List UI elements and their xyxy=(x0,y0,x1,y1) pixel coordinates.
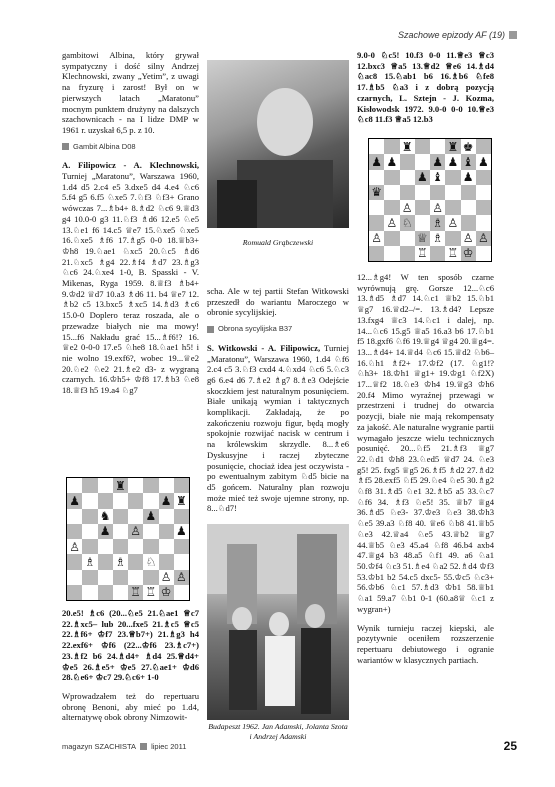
group-photo-image xyxy=(207,524,349,720)
board-square xyxy=(369,215,384,230)
board-square: ♖ xyxy=(445,246,460,261)
caption-photo-1: Romuald Grąbczewski xyxy=(242,238,314,247)
column-middle xyxy=(207,286,349,514)
board-square: ♟ xyxy=(174,524,189,539)
footer-left xyxy=(62,742,186,751)
board-square xyxy=(476,200,491,215)
board-square xyxy=(143,524,158,539)
board-square xyxy=(143,493,158,508)
board-square xyxy=(384,139,399,154)
board-square xyxy=(159,524,174,539)
col1-intro: gambitowi Albina, który grywał sympatyczny i dość silny Andrzej Klechnowski, zwany „Yetim”, z uwagi na fryzurę i zarost! Był on w pierwszych latach „Maratonu” mocnym punktem drużyny na dalszych szachownicach - na I lidze DMP w 1961 r. uzyskał 6,5 p. z 10. xyxy=(62,50,199,135)
board-square xyxy=(400,170,415,185)
column-left-bottom xyxy=(62,608,199,723)
board-square: ♟ xyxy=(430,154,445,169)
board-square: ♔ xyxy=(159,585,174,600)
board-square xyxy=(476,170,491,185)
board-square: ♟ xyxy=(98,524,113,539)
col1-after: 20.e5! ♗c6 (20...♘e5 21.♘ae1 ♕c7 22.♗xc5– lub 20...fxe5 21.♗c5 ♕c5 22.♗f6+ ♔f7 23.♕b7+) 21.♗g3 h4 22.exf6+ ♔f6 (22...♔f6 23.♗c7+) 23.♗f2 b6 24.♗d4+ ♗d4 25.♕d4+ ♔e5 26.♗e5+ ♔e5 27.♘ae1+ ♔d6 28.♘e6+ ♔c7 29.♘c6+ 1-0 xyxy=(62,608,199,683)
board-square xyxy=(369,170,384,185)
board-square xyxy=(415,215,430,230)
page-number: 25 xyxy=(503,739,517,753)
board-square: ♖ xyxy=(143,585,158,600)
board-square xyxy=(82,585,97,600)
board-square: ♙ xyxy=(445,215,460,230)
board-square xyxy=(476,215,491,230)
board-square: ♟ xyxy=(415,170,430,185)
board-square xyxy=(159,509,174,524)
header-square-icon xyxy=(509,31,517,39)
board-square xyxy=(415,185,430,200)
board-square xyxy=(400,185,415,200)
board-square xyxy=(159,554,174,569)
board-square xyxy=(384,200,399,215)
page-header xyxy=(398,30,517,40)
board-square: ♗ xyxy=(430,215,445,230)
board-square xyxy=(128,554,143,569)
header-title: Szachowe epizody AF (19) xyxy=(397,30,505,40)
column-left xyxy=(62,50,199,396)
page-footer xyxy=(62,739,517,753)
board-square: ♟ xyxy=(369,154,384,169)
board-square: ♟ xyxy=(67,493,82,508)
col1-section-label xyxy=(62,142,199,153)
board-square xyxy=(476,139,491,154)
board-square xyxy=(67,585,82,600)
board-square: ♗ xyxy=(82,554,97,569)
board-square: ♝ xyxy=(430,170,445,185)
board-square xyxy=(400,231,415,246)
board-square xyxy=(430,139,445,154)
board-square xyxy=(67,570,82,585)
col1-game-text: Turniej „Maratonu”, Warszawa 1960, 1.d4 d5 2.c4 e5 3.dxe5 d4 4.e4 ♘c6 5.f4 g5 6.f5 ♘xe5 7.♘f3 ♘f3+ Grano wówczas 7...♗b4+ 8.♗d2 ♘c6 9.♕d3 g4 10.0-0 g3 11.♘f3 ♗d6 12.e5 ♘e5 13.♘e1 f6 14.c5 ♕e7 15.♘xe5 ♘xe5 16.♘xe5 ♗f6 17.♗g5 0-0 18.♕b3+ ♔h8 19.♘ae1 ♘xc5 20.♘c5 ♗d6 21.♘xc5 ♗g4 22.♗f4 ♗d7 23.♗g3 ♘c6 24.♘xe4 1-0, B. Spasski - V. Mikenas, Ryga 1959. 8.♕f3 ♗b4+ 9.♔d2 ♕d7 10.a3 ♗d6 11. b4 ♕e7 12. ♗b2 c5 13.bxc5 ♗xc5 14.♗d3 ♗c6 15.0-0 Doplero teraz roszada, ale o przewadze białych nie ma mowy! 15...f6 Nakładu grać 15...♗f6!? 16. ♕e2 0-0-0 17.e5 ♘he8 18.♘ae1 h5! i nie wolno 19.exf6?, wobec 19...♕e2 20.♘e2 ♘e2 21.♗e2 d3- z wygraną czarnych. 16.♔h5+ ♔f8 17.♗b3 ♘e8 18.♕f3 h5 19.a4 ♘g7 xyxy=(62,171,199,396)
col2-intro: scha. Ale w tej partii Stefan Witkowski przeszedł do wariantu Maroczego w obronie sycylijskiej. xyxy=(207,286,349,318)
col3-top: 9.0-0 ♘c5! 10.f3 0-0 11.♕e3 ♕c3 12.bxc3 ♕a5 13.♕d2 ♕e6 14.♗d4 ♘ac8 15.♘ab1 b6 16.♗b6 ♘fe8 17.♗b5 ♘a3 i z dobrą pozycją czarnych, L. Sztejn - J. Kozma, Kisłowodsk 1972. 9.0-0 0-0 10.♕e3 ♘c8 11.f3 ♕a5 12.b3 xyxy=(357,50,494,125)
board-square xyxy=(461,185,476,200)
photo-budapest xyxy=(207,524,349,720)
board-square xyxy=(113,524,128,539)
board-square: ♙ xyxy=(476,231,491,246)
board-square xyxy=(113,570,128,585)
board-square xyxy=(384,170,399,185)
board-square xyxy=(128,478,143,493)
board-square xyxy=(476,246,491,261)
board-square xyxy=(113,585,128,600)
board-square: ♗ xyxy=(113,554,128,569)
board-square xyxy=(113,493,128,508)
board-square: ♙ xyxy=(369,231,384,246)
board-square xyxy=(369,246,384,261)
board-square: ♞ xyxy=(98,509,113,524)
board-square xyxy=(82,524,97,539)
board-square xyxy=(430,185,445,200)
board-square: ♟ xyxy=(143,509,158,524)
photo-grabczewski xyxy=(207,60,349,228)
board-square: ♙ xyxy=(384,215,399,230)
board-square xyxy=(445,231,460,246)
board-square xyxy=(128,539,143,554)
board-square: ♛ xyxy=(369,185,384,200)
board-square xyxy=(445,170,460,185)
board-square: ♙ xyxy=(128,524,143,539)
board-square: ♜ xyxy=(174,493,189,508)
footer-square-icon xyxy=(140,743,147,750)
board-square: ♝ xyxy=(461,154,476,169)
board-square xyxy=(82,570,97,585)
board-square xyxy=(384,185,399,200)
board-square xyxy=(113,539,128,554)
board-square xyxy=(67,478,82,493)
board-square xyxy=(384,231,399,246)
board-square: ♟ xyxy=(461,170,476,185)
col3-after: 12...♗g4! W ten sposób czarne wyrównują grę. Gorsze 12...♘c6 13.♗d5 ♗d7 14.♘c1 ♕b2 15.♘b1 ♕g7 16.♕d2–/=. 13.♗d4? Lepsze 13.fxg4 ♕c3 14.♘c1 i dalej, np. 14...♘c6 15.g5 ♕a5 16.a3 b6 17.♘b1 f5 18.gxf6 ♘f6 19.♕g4 ♕g4 20.♕g4=. 13...♗d4+ 14.♕d4 ♘c6 15.♕d2 ♘b6–16.♘h1 ♗f2+ 17.♔f2 (17. ♘g1!? ♘h3+ 18.♔h1 ♕g1+ 19.♔g1 ♘f2X) 17...♕f2 18.♘e3 ♔h4 19.♕g3 ♔h6 20.f4 Mimo wyraźnej przewagi w przestrzeni i trudnej do otwarcia pozycji, białe nie mają rekompensaty za jakość. Ale naturalne wygranie partii wymagało jeszcze wielu technicznych posunięć. 20...♘f5 21.♗f3 ♕g7 22.♘d1 ♔h8 23.♘ed5 ♕d7 24. ♘e3 g5! 25. fxg5 ♕g5 26.♗f5 ♗d2 27.♗d2 ♗f5 28.exf5 ♘f5 29.♘e4 ♘e5 30.♗g2 ♘f8 31.♗d5 ♘e1 32.♗b5 a5 33.♘c7 ♘f6 34. ♗f3 ♘e5! 35. ♕b7 ♕g4 36.♗d5 ♘e3- 37.♔e3 ♘e3 38.♔h3 ♘e5 39.a3 ♘f8 40. ♕e6 ♘b8 41.♕b5 ♘e3 42.♕a4 ♘e5 43.♕b2 ♕g7 44.♕b5 ♘e3 45.a4 ♘f8 46.b4 axb4 47.♕g4 b3 48.a5 ♘f1 49. a6 ♘a1 50.♔f4 ♘c3 51.♗e4 ♘a2 52.♗d4 ♔f3 53.♔b1 b2 54.c5 dxc5- 55.♔c5 ♘c3+ 56.♔b6 ♘c1 57.♗d3 ♔b1 58.♕b1 ♘a1 59.a7 ♘b1 0-1 (60.a8♕ ♘c1 z wygran+) xyxy=(357,272,494,614)
caption-photo-2: Budapeszt 1962. Jan Adamski, Jolanta Szota i Andrzej Adamski xyxy=(208,722,348,741)
col2-game xyxy=(207,343,349,514)
col2-game-text: Turniej „Maratonu”, Warszawa 1960, 1.d4 ♘f6 2.c4 c5 3.♘f3 cxd4 4.♘xd4 ♘c6 5.♘c3 g6 6.e4 d6 7.♗e2 ♗g7 8.♗e3 Odejście skoczkiem jest naturalnym posunięciem. Białe unikają wymian i taktycznych komplikacji. Zakładają, że po zakończeniu rozwoju figur, będą mogły spokojnie rozwijać nacisk w centrum i na królewskim skrzydle. 8...♗e6 Dyskusyjne i raczej zbyteczne posunięcie, chociaż idea jest oczywista - po ewentualnym zabitym ♘d5 bicie na d5 gońcem. Naturalny plan rozwoju może mieć też swoje ujemne strony, np. 8...♘d7! xyxy=(207,342,349,514)
board-square xyxy=(174,585,189,600)
board-square: ♙ xyxy=(159,570,174,585)
column-right xyxy=(357,272,494,665)
board-square: ♗ xyxy=(430,231,445,246)
col2-section-text: Obrona sycylijska B37 xyxy=(218,324,293,334)
board-square xyxy=(98,585,113,600)
footer-magazine: magazyn SZACHISTA xyxy=(62,741,137,751)
board-square xyxy=(98,554,113,569)
board-square: ♙ xyxy=(67,539,82,554)
board-square: ♘ xyxy=(400,215,415,230)
col2-game-head: S. Witkowski - A. Filipowicz, xyxy=(207,342,321,353)
board-square: ♙ xyxy=(174,570,189,585)
board-square xyxy=(384,246,399,261)
board-square: ♖ xyxy=(415,246,430,261)
board-square: ♟ xyxy=(476,154,491,169)
board-square: ♟ xyxy=(445,154,460,169)
board-square xyxy=(82,478,97,493)
board-square xyxy=(67,554,82,569)
column-right-top xyxy=(357,50,494,125)
board-square xyxy=(98,478,113,493)
board-square: ♔ xyxy=(461,246,476,261)
col1-game xyxy=(62,160,199,395)
board-square: ♚ xyxy=(461,139,476,154)
col1-section-text: Gambit Albina D08 xyxy=(73,141,136,151)
chess-diagram-2 xyxy=(368,138,492,262)
footer-issue: lipiec 2011 xyxy=(151,741,187,751)
col3-outro: Wynik turnieju raczej kiepski, ale pozytywnie oceniłem rozszerzenie repertuaru debiutowego i ogranie wariantów w klasycznych partiach. xyxy=(357,622,494,665)
board-square xyxy=(82,493,97,508)
board-square xyxy=(445,200,460,215)
portrait-image xyxy=(207,60,349,228)
board-square xyxy=(415,200,430,215)
board-square: ♜ xyxy=(400,139,415,154)
board-square xyxy=(98,493,113,508)
board-square: ♜ xyxy=(445,139,460,154)
board-square xyxy=(159,478,174,493)
board-square xyxy=(82,509,97,524)
board-square: ♕ xyxy=(415,231,430,246)
section-square-icon xyxy=(62,143,69,150)
board-square xyxy=(82,539,97,554)
col2-section-label xyxy=(207,324,349,335)
board-square: ♙ xyxy=(400,200,415,215)
board-square xyxy=(476,185,491,200)
board-square xyxy=(128,493,143,508)
section-square-icon xyxy=(207,326,214,333)
board-square xyxy=(174,478,189,493)
board-square xyxy=(67,509,82,524)
board-square xyxy=(174,509,189,524)
board-square xyxy=(461,215,476,230)
board-square: ♙ xyxy=(430,200,445,215)
board-square xyxy=(430,246,445,261)
board-square xyxy=(415,139,430,154)
board-square xyxy=(143,478,158,493)
board-square: ♜ xyxy=(113,478,128,493)
board-square: ♟ xyxy=(384,154,399,169)
col1-outro: Wprowadzałem też do repertuaru obronę Benoni, aby mieć po 1.d4, alternatywę obok obrony Nimzowit- xyxy=(62,690,199,723)
board-square xyxy=(128,570,143,585)
board-square xyxy=(98,570,113,585)
board-square xyxy=(369,139,384,154)
board-square xyxy=(174,554,189,569)
board-square xyxy=(67,524,82,539)
board-square xyxy=(369,200,384,215)
board-square xyxy=(445,185,460,200)
board-square xyxy=(98,539,113,554)
col1-game-head: A. Filipowicz - A. Klechnowski, xyxy=(62,160,199,171)
board-square: ♙ xyxy=(461,231,476,246)
board-square xyxy=(143,539,158,554)
board-square xyxy=(174,539,189,554)
chess-diagram-1 xyxy=(66,477,190,601)
board-square xyxy=(461,200,476,215)
board-square xyxy=(400,154,415,169)
board-square: ♖ xyxy=(128,585,143,600)
board-square xyxy=(415,154,430,169)
board-square xyxy=(113,509,128,524)
board-square xyxy=(159,539,174,554)
board-square: ♘ xyxy=(143,554,158,569)
board-square: ♟ xyxy=(159,493,174,508)
board-square xyxy=(128,509,143,524)
board-square xyxy=(400,246,415,261)
board-square xyxy=(143,570,158,585)
